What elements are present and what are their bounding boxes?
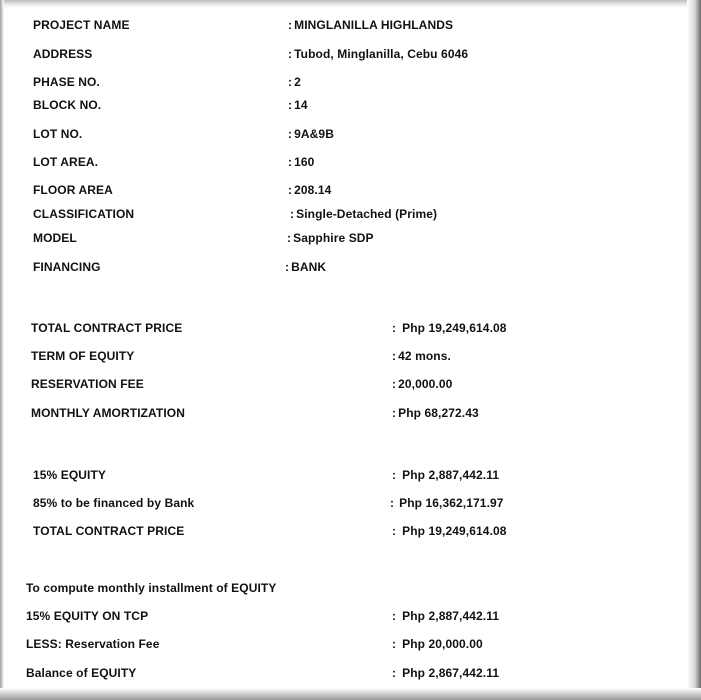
field-value: : Php 2,887,442.11 (392, 609, 500, 623)
field-value: : 2 (288, 75, 301, 89)
field-label: 85% to be financed by Bank (33, 496, 195, 510)
field-label: 15% EQUITY (33, 468, 107, 482)
field-value: : Php 16,362,171.97 (390, 496, 504, 510)
section-heading: To compute monthly installment of EQUITY (26, 581, 277, 595)
field-label: 15% EQUITY ON TCP (26, 609, 149, 623)
field-label: FLOOR AREA (33, 183, 113, 197)
phase-row (0, 72, 701, 92)
floor-area-row (0, 180, 701, 200)
field-label: MODEL (33, 231, 77, 245)
field-value: : Php 19,249,614.08 (392, 321, 507, 335)
financing-row (0, 257, 701, 277)
field-label: CLASSIFICATION (33, 207, 135, 221)
model-row (0, 228, 701, 248)
field-label: LESS: Reservation Fee (26, 637, 160, 651)
reservation-fee-row (0, 374, 701, 394)
field-label: LOT AREA. (33, 155, 99, 169)
equity-computation-heading-row (0, 578, 701, 598)
total-contract-price-row (0, 318, 701, 338)
field-value: : 9A&9B (288, 127, 334, 141)
bank-financed-row (0, 493, 701, 513)
field-value: : Php 2,887,442.11 (392, 468, 500, 482)
total-contract-price-row-2 (0, 521, 701, 541)
field-label: RESERVATION FEE (31, 377, 144, 391)
field-value: : BANK (285, 260, 327, 274)
field-value: : Php 68,272.43 (392, 406, 479, 420)
field-value: : Php 19,249,614.08 (392, 524, 507, 538)
field-value: : 208.14 (288, 183, 332, 197)
field-label: LOT NO. (33, 127, 83, 141)
field-value: : 160 (288, 155, 315, 169)
field-value: : Single-Detached (Prime) (290, 207, 438, 221)
field-value: : 14 (288, 98, 308, 112)
field-value: : Php 2,867,442.11 (392, 666, 500, 680)
classification-row (0, 204, 701, 224)
field-label: TOTAL CONTRACT PRICE (31, 321, 183, 335)
field-label: Balance of EQUITY (26, 666, 137, 680)
field-value: : Tubod, Minglanilla, Cebu 6046 (288, 47, 469, 61)
page-shadow-top (0, 0, 701, 8)
term-of-equity-row (0, 346, 701, 366)
field-value: : Php 20,000.00 (392, 637, 483, 651)
equity-on-tcp-row (0, 606, 701, 626)
lot-area-row (0, 152, 701, 172)
field-value: : 20,000.00 (392, 377, 453, 391)
balance-of-equity-row (0, 663, 701, 683)
project-name-row (0, 15, 701, 35)
block-row (0, 95, 701, 115)
field-label: ADDRESS (33, 47, 93, 61)
less-reservation-fee-row (0, 634, 701, 654)
monthly-amortization-row (0, 403, 701, 423)
page-shadow-bottom (0, 688, 701, 700)
field-label: MONTHLY AMORTIZATION (31, 406, 185, 420)
field-label: FINANCING (33, 260, 101, 274)
field-value: : 42 mons. (392, 349, 451, 363)
address-row (0, 44, 701, 64)
field-value: : MINGLANILLA HIGHLANDS (288, 18, 454, 32)
lot-row (0, 124, 701, 144)
field-value: : Sapphire SDP (287, 231, 374, 245)
field-label: PROJECT NAME (33, 18, 130, 32)
field-label: PHASE NO. (33, 75, 100, 89)
field-label: TERM OF EQUITY (31, 349, 135, 363)
equity-15-row (0, 465, 701, 485)
field-label: TOTAL CONTRACT PRICE (33, 524, 185, 538)
field-label: BLOCK NO. (33, 98, 102, 112)
